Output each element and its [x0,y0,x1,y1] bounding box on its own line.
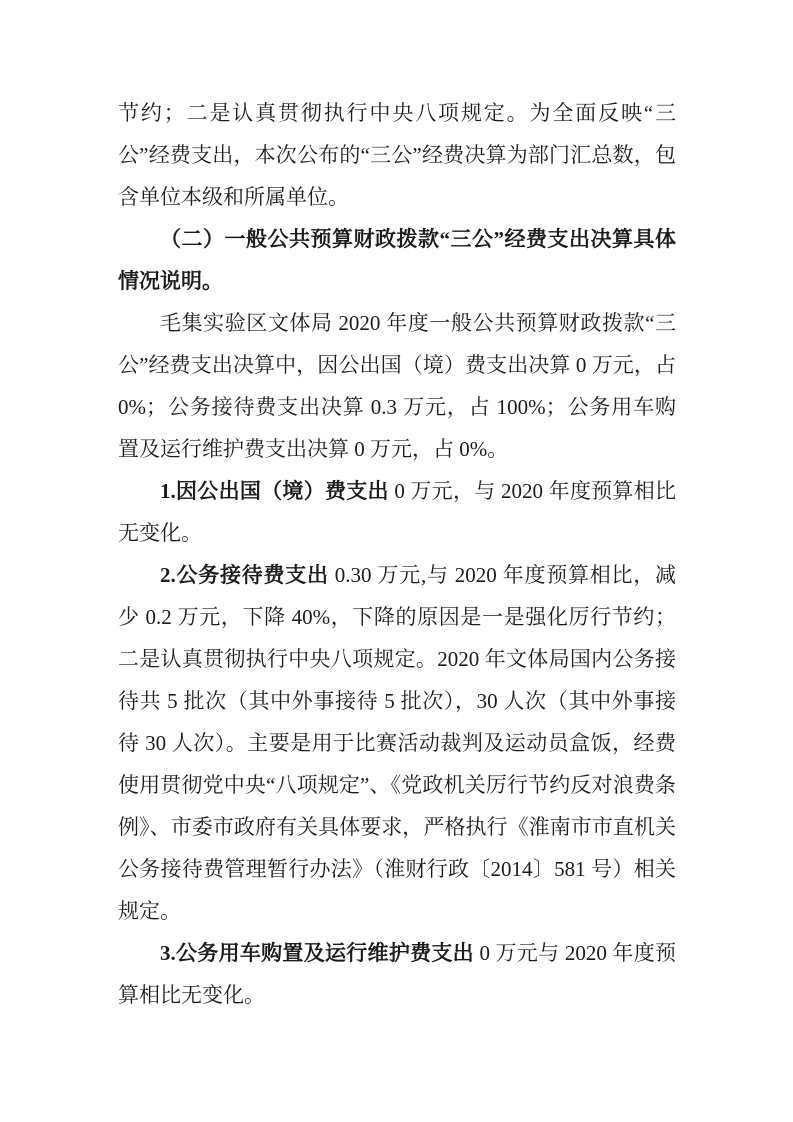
paragraph [118,218,676,302]
text-run-bold: （二）一般公共预算财政拨款“三公”经费支出决算具体情况说明。 [118,227,676,293]
text-run: 毛集实验区文体局 2020 年度一般公共预算财政拨款“三公”经费支出决算中，因公出国（境）费支出决算 0 万元，占 0%；公务接待费支出决算 0.3 万元，占 100%；公务用车购置及运行维护费支出决算 0 万元，占 0%。 [118,311,676,461]
text-run-bold: 1.因公出国（境）费支出 [160,479,389,503]
text-run-bold: 3.公务用车购置及运行维护费支出 [160,941,474,965]
paragraph [118,554,676,932]
paragraph [118,302,676,470]
text-run-bold: 2.公务接待费支出 [160,563,329,587]
paragraph [118,932,676,1016]
document-text-block [118,92,676,1016]
text-run: 节约；二是认真贯彻执行中央八项规定。为全面反映“三公”经费支出，本次公布的“三公”经费决算为部门汇总数，包含单位本级和所属单位。 [118,101,676,209]
paragraph [118,92,676,218]
paragraph [118,470,676,554]
text-run: 0 万元与 2020 年度预算相比无变化。 [118,941,676,1007]
text-run: 0.30 万元,与 2020 年度预算相比，减少 0.2 万元，下降 40%，下降的原因是一是强化厉行节约；二是认真贯彻执行中央八项规定。2020 年文体局国内公务接待共 5 批次（其中外事接待 5 批次），30 人次（其中外事接待 30 人次）。主要是用于比赛活动裁判及运动员盒饭，经费使用贯彻党中央“八项规定”、《党政机关厉行节约反对浪费条例》、市委市政府有关具体要求，严格执行《淮南市市直机关公务接待费管理暂行办法》（淮财行政〔2014〕581 号）相关规定。 [118,563,676,923]
text-run: 0 万元，与 2020 年度预算相比无变化。 [118,479,676,545]
